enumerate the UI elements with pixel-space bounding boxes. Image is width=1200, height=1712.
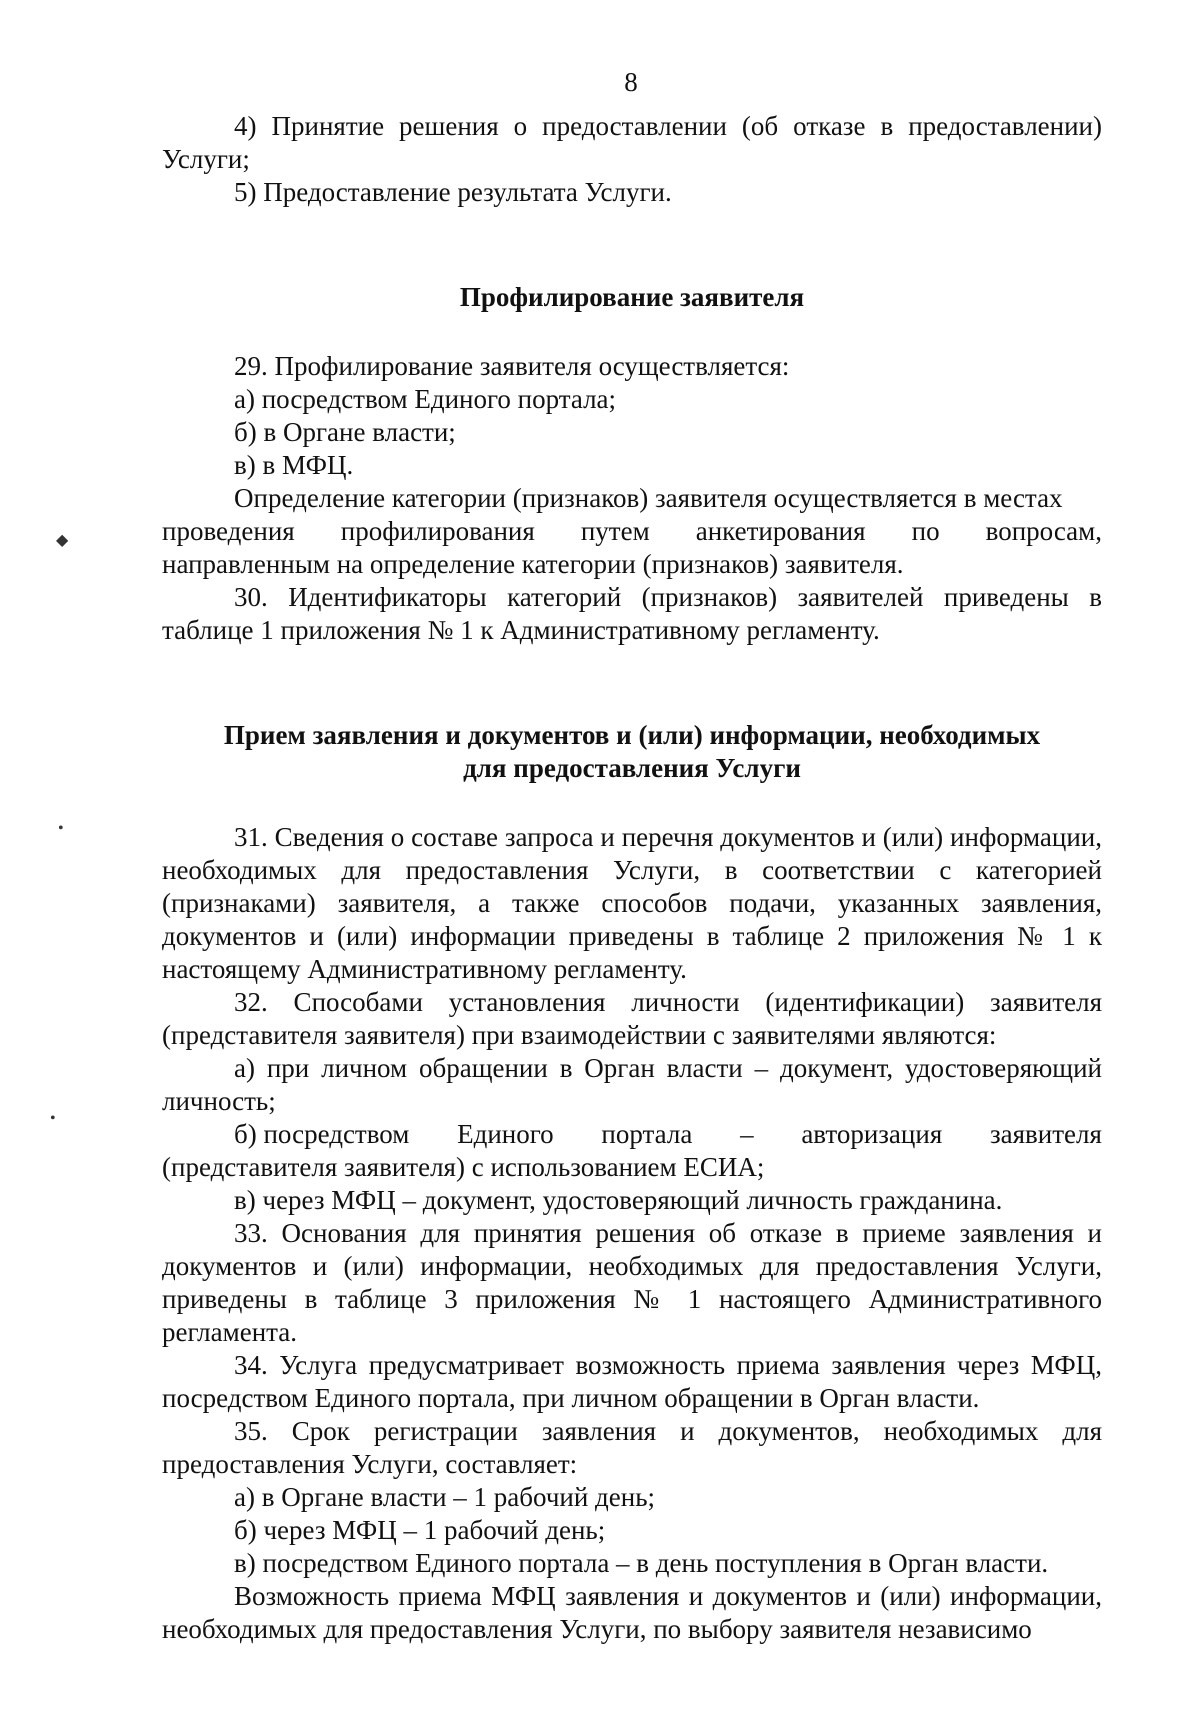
word: портала: [601, 1119, 693, 1149]
paragraph-30: 30. Идентификаторы категорий (признаков) заявителей приведены в таблице 1 приложения № 1 к Административному регламенту.: [162, 582, 1102, 645]
list-item-4: 4) Принятие решения о предоставлении (об отказе в предоставлении) Услуги;: [162, 111, 1102, 174]
word: проведения: [162, 516, 295, 546]
word: по: [911, 516, 940, 546]
word: профилирования: [340, 516, 535, 546]
paragraph-32-a: а) при личном обращении в Орган власти – документ, удостоверяющий личность;: [162, 1053, 1102, 1116]
scan-speck: •: [58, 820, 64, 837]
word: Единого: [457, 1119, 554, 1149]
paragraph-33: 33. Основания для принятия решения об отказе в приеме заявления и документов и (или) информации, необходимых для предоставления Услуги, приведены в таблице 3 приложения № 1 настоящего Административного регламента.: [162, 1218, 1102, 1347]
paragraph-define-line1: Определение категории (признаков) заявителя осуществляется в местах: [234, 483, 1063, 513]
paragraph-29-intro: 29. Профилирование заявителя осуществляется:: [234, 351, 790, 381]
heading-line-2: для предоставления Услуги: [463, 753, 801, 783]
word: б) посредством: [234, 1119, 410, 1149]
paragraph-35-b: б) через МФЦ – 1 рабочий день;: [234, 1515, 606, 1545]
paragraph-35-a: а) в Органе власти – 1 рабочий день;: [234, 1482, 656, 1512]
word: анкетирования: [695, 516, 866, 546]
paragraph-29-c: в) в МФЦ.: [234, 450, 354, 480]
list-item-5: 5) Предоставление результата Услуги.: [234, 177, 672, 207]
document-body: [162, 110, 1102, 1646]
paragraph-35: 35. Срок регистрации заявления и документов, необходимых для предоставления Услуги, составляет:: [162, 1416, 1102, 1479]
scan-speck: ◆: [56, 532, 69, 549]
paragraph-define-line3: направленным на определение категории (признаков) заявителя.: [162, 549, 904, 579]
paragraph-34: 34. Услуга предусматривает возможность приема заявления через МФЦ, посредством Единого портала, при личном обращении в Орган власти.: [162, 1350, 1102, 1413]
paragraph-32-c: в) через МФЦ – документ, удостоверяющий личность гражданина.: [234, 1185, 1003, 1215]
paragraph-35-c: в) посредством Единого портала – в день поступления в Орган власти.: [234, 1548, 1049, 1578]
word: –: [740, 1119, 754, 1149]
word: заявителя: [989, 1119, 1102, 1149]
word: путем: [580, 516, 650, 546]
page-number: 8: [624, 67, 638, 97]
paragraph-31: 31. Сведения о составе запроса и перечня документов и (или) информации, необходимых для предоставления Услуги, в соответствии с категорией (признаками) заявителя, а также способов подачи, указанных заявления, документов и (или) информации приведены в таблице 2 приложения № 1 к настоящему Административному регламенту.: [162, 822, 1102, 984]
paragraph-32-b-line1: [162, 1118, 1102, 1151]
paragraph-29-b: б) в Органе власти;: [234, 417, 456, 447]
heading-line-1: Прием заявления и документов и (или) информации, необходимых: [223, 720, 1041, 750]
paragraph-29-a: а) посредством Единого портала;: [234, 384, 617, 414]
paragraph-32: 32. Способами установления личности (идентификации) заявителя (представителя заявителя) при взаимодействии с заявителями являются:: [162, 987, 1102, 1050]
paragraph-define-line2: [162, 515, 1102, 548]
section-heading-profiling: Профилирование заявителя: [459, 282, 805, 312]
paragraph-32-b-line2: (представителя заявителя) с использованием ЕСИА;: [162, 1152, 765, 1182]
section-heading-reception: [162, 719, 1102, 785]
scan-speck: •: [50, 1110, 56, 1127]
word: авторизация: [801, 1119, 943, 1149]
paragraph-last: Возможность приема МФЦ заявления и документов и (или) информации, необходимых для предоставления Услуги, по выбору заявителя независимо: [162, 1581, 1102, 1644]
word: вопросам,: [985, 516, 1102, 546]
